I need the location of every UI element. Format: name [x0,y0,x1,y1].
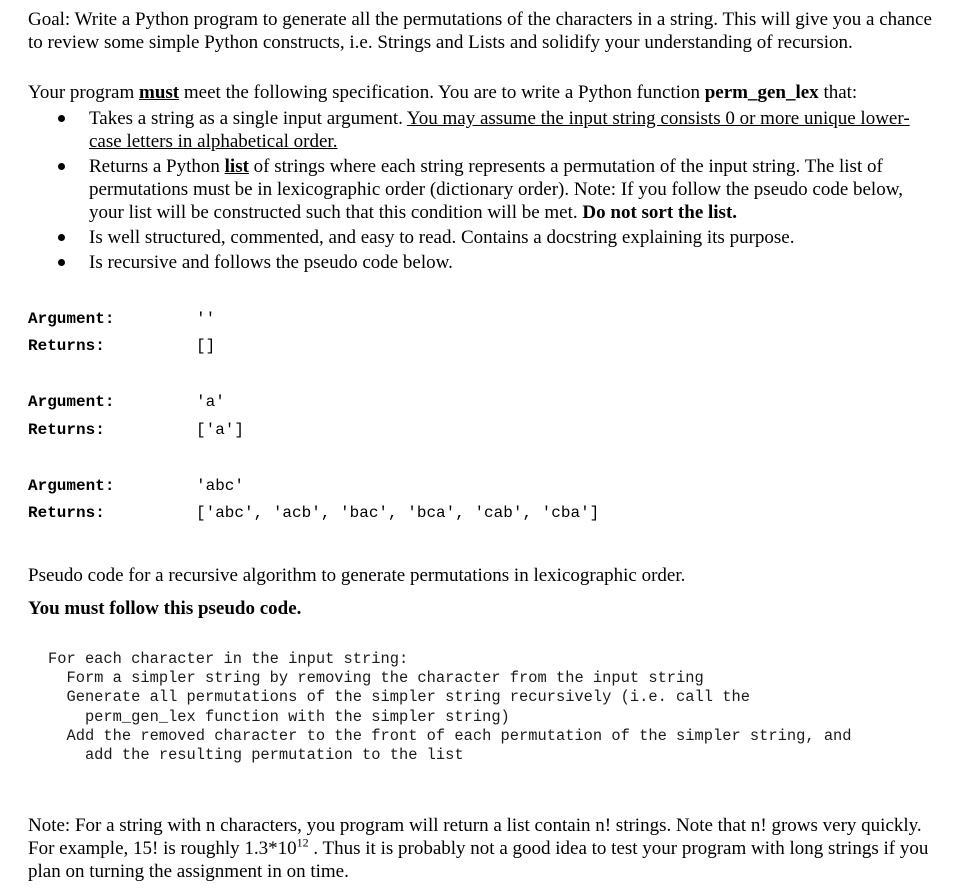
pseudo-code-block: For each character in the input string: Form a simpler string by removing the character from the input string Generate all permutations of the simpler string recursively (i.e. call the perm_gen_lex function with the simpler string) Add the removed character to the front of each permutation of the simpler string, and add the resulting permutation to the list [48,650,852,765]
note-exponent: 12 [296,835,309,850]
spec-text-1: Your program [28,82,140,103]
example-argument-value: 'abc' [196,477,245,495]
note-text: Note: For a string with n characters, you program will return a list contain n! strings. Note that n! grows very quickly. For example, 15! is roughly 1.3*10 [28,815,922,859]
example-returns-value: [] [196,337,216,355]
pseudo-must-follow: You must follow this pseudo code. [28,598,302,619]
example-argument-label: Argument: [28,393,115,411]
spec-text-2: meet the following specification. You are to write a Python function [179,82,705,103]
bullet-icon [58,115,65,122]
spec-text-3: that: [818,82,858,103]
bullet-icon [58,163,65,170]
requirement-text: Returns a Python [89,156,225,177]
requirement-text: Is recursive and follows the pseudo code below. [89,252,453,273]
example-argument-label: Argument: [28,477,115,495]
function-name: perm_gen_lex [704,82,819,103]
note-paragraph [28,814,933,883]
example-argument-value: '' [196,310,216,328]
list-emphasis: list [224,156,249,177]
goal-paragraph [28,8,938,54]
do-not-sort-emphasis: Do not sort the list. [582,202,738,223]
example-argument-label: Argument: [28,310,115,328]
bullet-icon [58,234,65,241]
requirement-text: Takes a string as a single input argument. [89,108,407,129]
requirements-list [28,107,933,274]
must-emphasis: must [139,82,180,103]
requirement-item [28,226,933,249]
requirement-item [28,155,933,224]
example-returns-label: Returns: [28,337,105,355]
example-returns-value: ['a'] [196,421,245,439]
example-argument-value: 'a' [196,393,225,411]
example-returns-value: ['abc', 'acb', 'bac', 'bca', 'cab', 'cba'] [196,504,600,522]
requirement-item [28,107,933,153]
requirement-item [28,251,933,274]
goal-text: Write a Python program to generate all the permutations of the characters in a string. This will give you a chance to review some simple Python constructs, i.e. Strings and Lists and solidify your understanding of recursion. [28,9,932,53]
pseudo-intro: Pseudo code for a recursive algorithm to generate permutations in lexicographic order. [28,565,686,586]
requirement-underlined: You may assume the input string consists 0 or more unique lower-case letters in alphabetical order. [89,108,910,152]
note-text: . Thus it is probably not a good idea to test your program with long strings if you plan on turning the assignment in on time. [28,838,929,882]
example-returns-label: Returns: [28,421,105,439]
requirement-text: Is well structured, commented, and easy to read. Contains a docstring explaining its purpose. [89,227,795,248]
example-returns-label: Returns: [28,504,105,522]
goal-label: Goal: [28,9,75,30]
spec-sentence [28,81,938,104]
requirement-text: of strings where each string represents a permutation of the input string. The list of permutations must be in lexicographic order (dictionary order). Note: If you follow the pseudo code below, your list will be constructed such that this condition will be met. [89,156,903,223]
bullet-icon [58,259,65,266]
